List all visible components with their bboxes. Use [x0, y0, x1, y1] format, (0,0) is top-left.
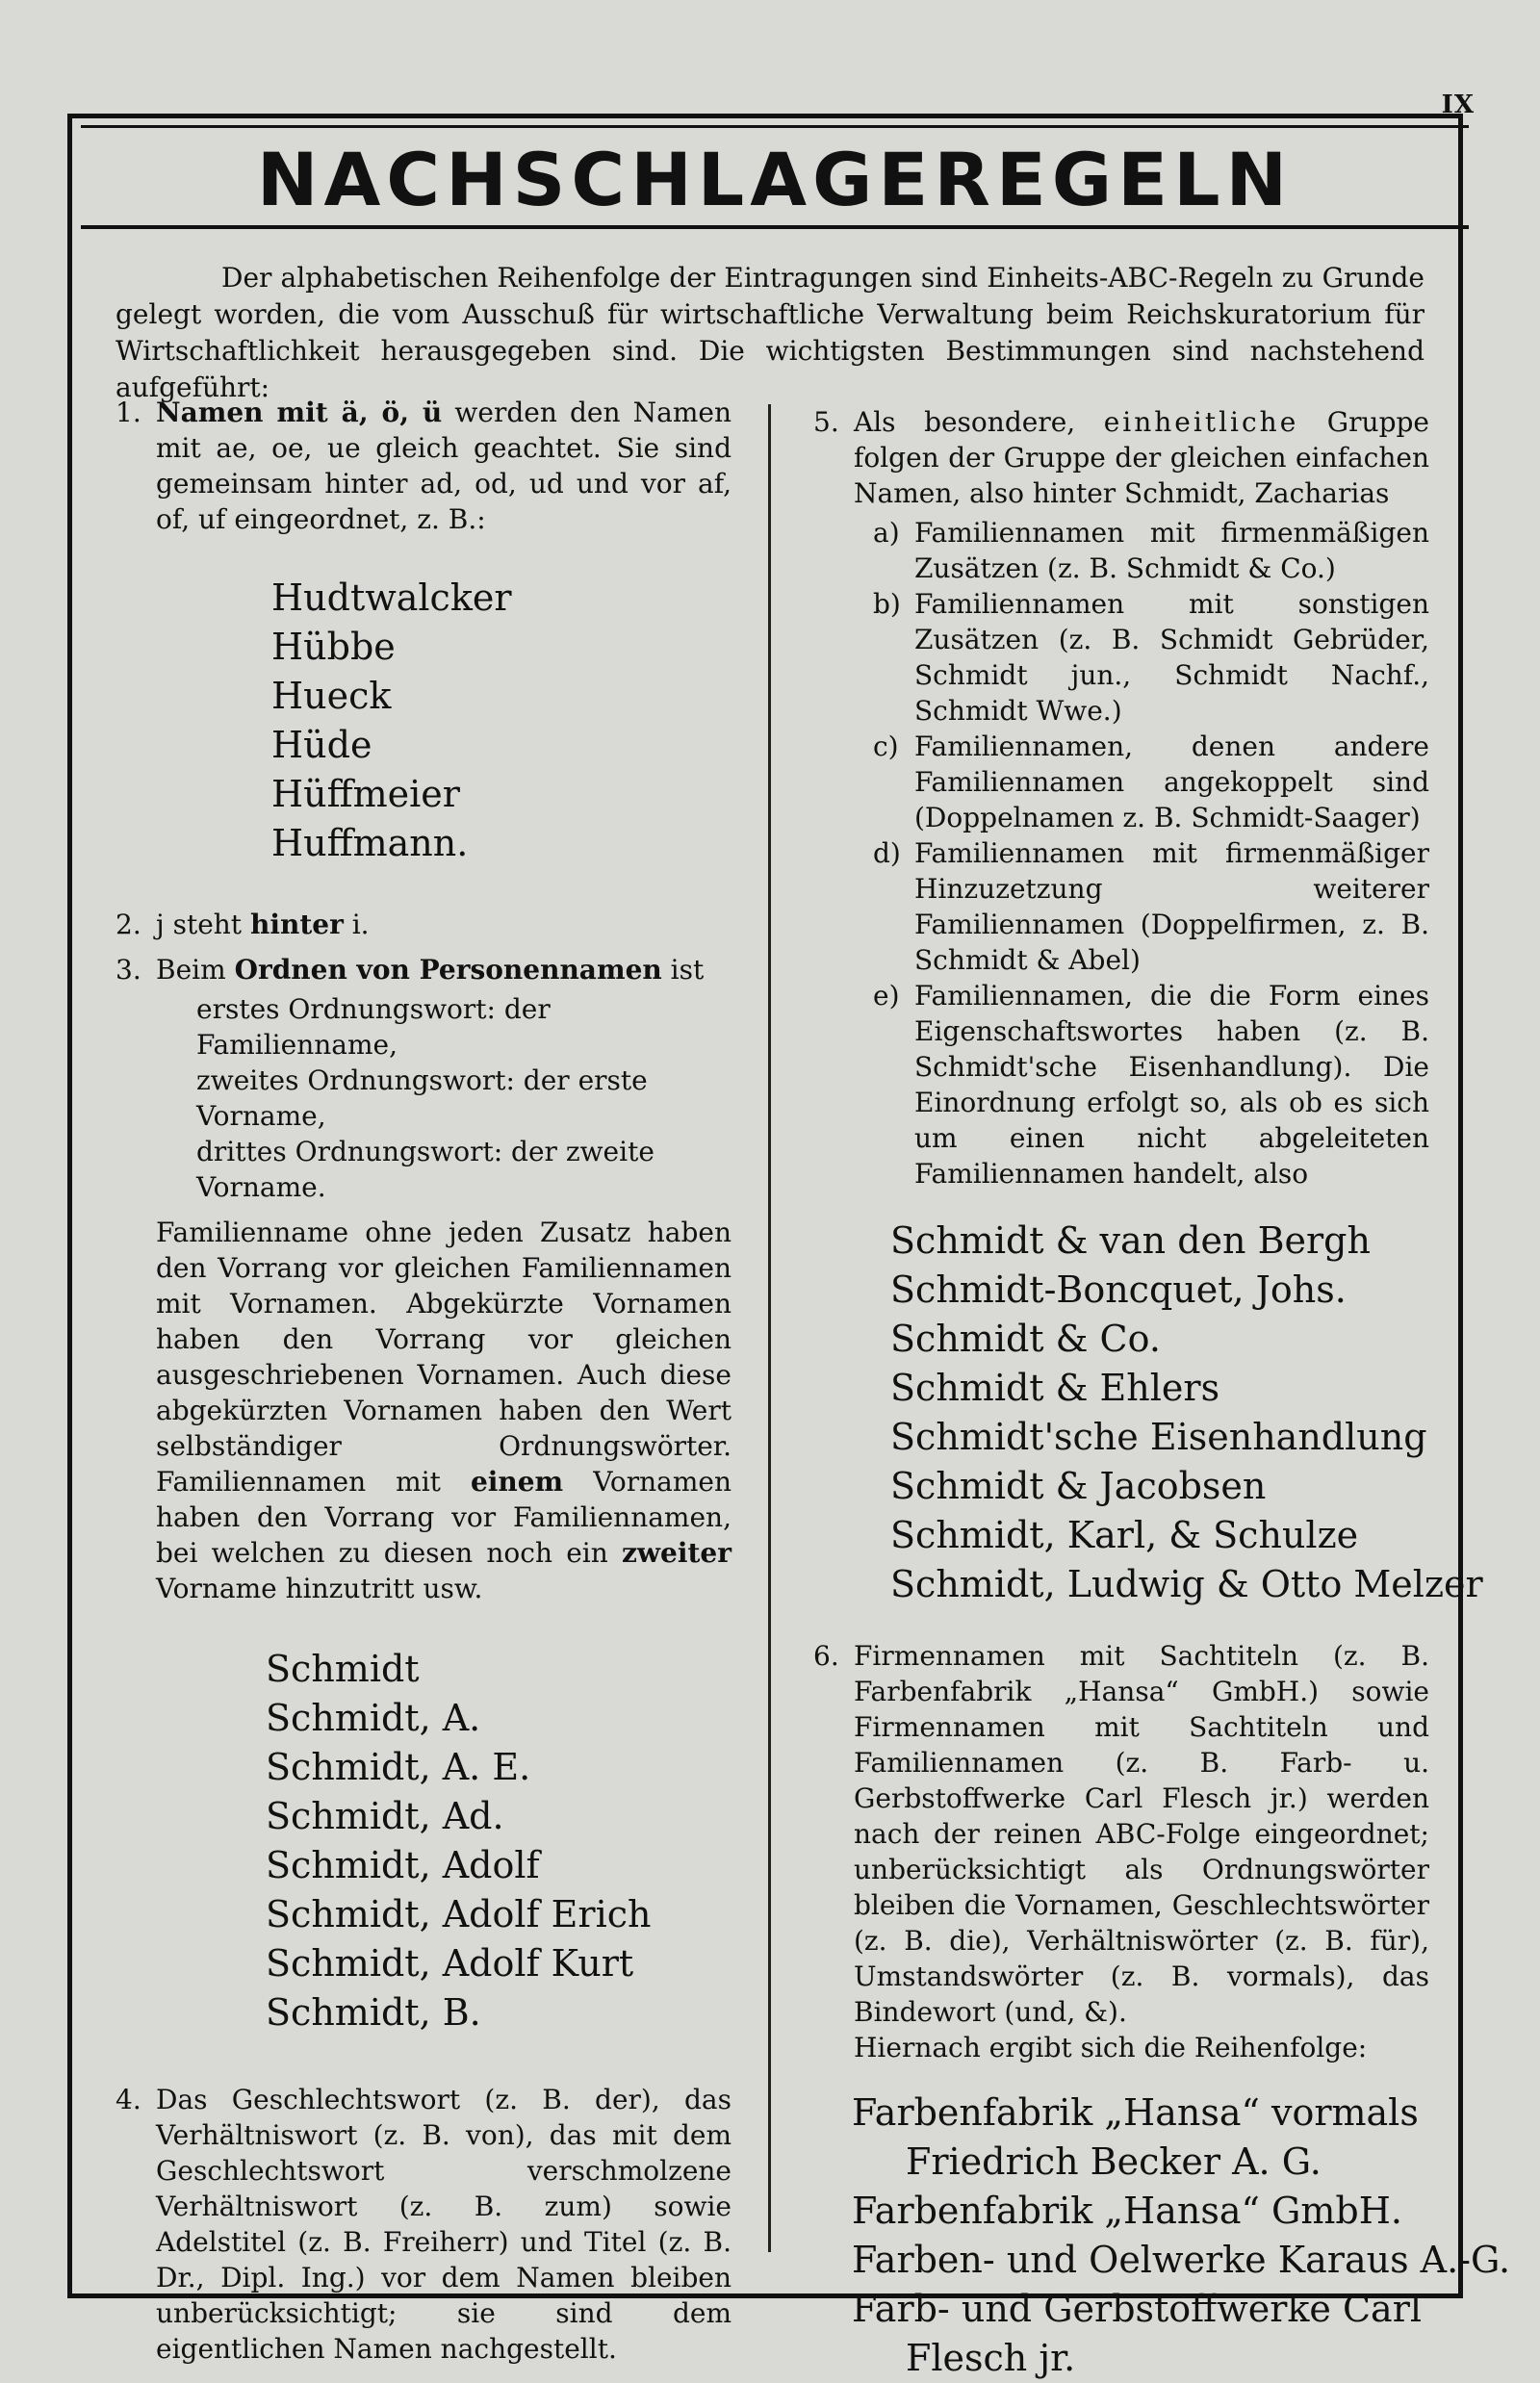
example-name: Hudtwalcker	[271, 577, 512, 619]
rule-5-item-b	[813, 586, 1429, 729]
example-name: Schmidt, Karl, & Schulze	[890, 1514, 1359, 1556]
rule-number: 4.	[116, 2084, 141, 2115]
item-label: b)	[873, 588, 901, 620]
item-label: d)	[873, 837, 901, 869]
example-name: Hübbe	[271, 626, 396, 668]
example-name: Hüffmeier	[271, 773, 460, 815]
rule-5-pre: Als besondere,	[854, 406, 1104, 438]
rule-3-orders	[116, 991, 732, 1205]
column-divider	[768, 404, 771, 2252]
rule-number: 2.	[116, 909, 141, 940]
rule-4-text: Das Geschlechtswort (z. B. der), das Verhältniswort (z. B. von), das mit dem Geschlechtswort verschmolzene Verhältniswort (z. B. zum) sowie Adelstitel (z. B. Freiherr) und Titel (z. B. Dr., Dipl. Ing.) vor dem Namen bleiben unberücksichtigt; sie sind dem eigentlichen Namen nachgestellt.	[156, 2084, 732, 2365]
example-name: Schmidt & Co.	[890, 1318, 1161, 1360]
item-text: Familiennamen mit firmenmäßiger Hinzuzetzung weiterer Familiennamen (Doppelfirmen, z. B. Schmidt & Abel)	[914, 837, 1429, 976]
example-name: Schmidt, A. E.	[266, 1746, 531, 1788]
item-label: e)	[873, 980, 900, 1012]
rule-3-post: ist	[661, 954, 705, 986]
rule-1-text: werden den Namen mit ae, oe, ue gleich geachtet. Sie sind gemeinsam hinter ad, od, ud und vor af, of, uf eingeordnet, z. B.:	[156, 397, 732, 535]
rule-3-examples	[266, 1645, 732, 2037]
rule-1-examples	[271, 574, 732, 868]
intro-paragraph: Der alphabetischen Reihenfolge der Eintragungen sind Einheits-ABC-Regeln zu Grunde gelegt worden, die vom Ausschuß für wirtschaftliche Verwaltung beim Reichskuratorium für Wirtschaftlichkeit herausgegeben sind. Die wichtigsten Bestimmungen sind nachstehend aufgeführt:	[116, 262, 1424, 403]
example-name: Schmidt, B.	[266, 1991, 481, 2034]
example-name: Schmidt, A.	[266, 1697, 481, 1739]
example-name: Schmidt & Jacobsen	[890, 1465, 1267, 1507]
item-label: c)	[873, 730, 899, 762]
rule-5	[813, 404, 1429, 511]
rule-number: 6.	[813, 1640, 839, 1672]
example-name: Huffmann.	[271, 822, 469, 864]
example-firm: Farbenfabrik „Hansa“ GmbH.	[852, 2190, 1402, 2232]
rule-4	[116, 2082, 732, 2367]
right-column	[813, 404, 1511, 2383]
rule-5-item-e	[813, 978, 1429, 1192]
rule-2-pre: j steht	[156, 909, 250, 940]
order-line: erstes Ordnungswort: der Familienname,	[196, 993, 551, 1061]
rule-3-bold-b: zweiter	[622, 1537, 732, 1569]
rule-number: 1.	[116, 397, 141, 428]
example-name: Hueck	[271, 675, 392, 717]
rule-5-item-d	[813, 835, 1429, 978]
example-firm-continued: Flesch jr.	[906, 2337, 1076, 2379]
rule-2	[116, 907, 732, 942]
rule-3-text-a: Familienname ohne jeden Zusatz haben den Vorrang vor gleichen Familiennamen mit Vornamen. Abgekürzte Vornamen haben den Vorrang vor gleichen ausgeschriebenen Vornamen. Auch diese abgekürzten Vornamen haben den Wert selbständiger Ordnungswörter. Familiennamen mit	[156, 1217, 732, 1498]
order-line: drittes Ordnungswort: der zweite Vorname.	[196, 1136, 654, 1203]
rule-6-text: Firmennamen mit Sachtiteln (z. B. Farbenfabrik „Hansa“ GmbH.) sowie Firmennamen mit Sachtiteln und Familiennamen (z. B. Farb- u. Gerbstoffwerke Carl Flesch jr.) werden nach der reinen ABC-Folge eingeordnet; unberücksichtigt als Ordnungswörter bleiben die Vornamen, Geschlechtswörter (z. B. die), Verhältniswörter (z. B. für), Umstandswörter (z. B. vormals), das Bindewort (und, &).	[854, 1640, 1429, 2028]
item-text: Familiennamen, die die Form eines Eigenschaftswortes haben (z. B. Schmidt'sche Eisenhandlung). Die Einordnung erfolgt so, als ob es sich um einen nicht abgeleiteten Familiennamen handelt, also	[914, 980, 1429, 1190]
left-column	[116, 395, 732, 2367]
example-name: Schmidt & Ehlers	[890, 1367, 1220, 1409]
rule-3-paragraph	[116, 1215, 732, 1606]
rule-1	[116, 395, 732, 537]
rule-6-examples	[852, 2088, 1511, 2383]
example-firm-continued: Friedrich Becker A. G.	[906, 2140, 1322, 2183]
rule-2-bold: hinter	[249, 909, 344, 940]
example-name: Schmidt & van den Bergh	[890, 1219, 1371, 1262]
example-name: Schmidt, Adolf Kurt	[266, 1942, 634, 1985]
example-name: Schmidt, Adolf Erich	[266, 1893, 652, 1935]
rule-6-followup: Hiernach ergibt sich die Reihenfolge:	[854, 2032, 1368, 2063]
rule-3-bold: Ordnen von Personennamen	[234, 954, 662, 986]
rule-number: 5.	[813, 406, 839, 438]
title-box	[81, 125, 1469, 229]
example-name: Schmidt, Ad.	[266, 1795, 504, 1837]
page-title: NACHSCHLAGEREGELN	[256, 137, 1294, 222]
example-name: Schmidt-Boncquet, Johs.	[890, 1268, 1347, 1311]
example-name: Schmidt	[266, 1648, 420, 1690]
rule-3-pre: Beim	[156, 954, 235, 986]
rule-5-items	[813, 515, 1429, 1192]
example-firm: Farbenfabrik „Hansa“ vormals	[852, 2091, 1419, 2134]
rule-3-text-c: Vorname hinzutritt usw.	[156, 1573, 483, 1604]
rule-5-spaced: einheitliche	[1103, 406, 1299, 438]
item-label: a)	[873, 517, 900, 549]
rule-5-examples	[890, 1217, 1483, 1609]
rule-5-item-a	[813, 515, 1429, 586]
item-text: Familiennamen mit sonstigen Zusätzen (z. B. Schmidt Gebrüder, Schmidt jun., Schmidt Nachf., Schmidt Wwe.)	[914, 588, 1429, 727]
order-line: zweites Ordnungswort: der erste Vorname,	[196, 1064, 648, 1132]
example-firm: Farb- und Gerbstoffwerke Carl	[852, 2288, 1423, 2330]
rule-6	[813, 1638, 1429, 2030]
example-name: Schmidt, Adolf	[266, 1844, 540, 1886]
rule-3-bold-a: einem	[470, 1466, 564, 1498]
example-firm: Farben- und Oelwerke Karaus A.-G.	[852, 2239, 1511, 2281]
example-name: Schmidt'sche Eisenhandlung	[890, 1416, 1427, 1458]
rule-3	[116, 952, 732, 987]
example-name: Hüde	[271, 724, 372, 766]
item-text: Familiennamen, denen andere Familiennamen angekoppelt sind (Doppelnamen z. B. Schmidt-Saager)	[914, 730, 1429, 833]
rule-3-text-b: Vornamen haben den Vorrang vor Familiennamen, bei welchen zu diesen noch ein	[156, 1466, 732, 1569]
rule-number: 3.	[116, 954, 141, 986]
page-number: IX	[1441, 90, 1475, 119]
rule-2-post: i.	[343, 909, 370, 940]
rule-5-item-c	[813, 729, 1429, 835]
example-name: Schmidt, Ludwig & Otto Melzer	[890, 1563, 1483, 1605]
rule-5-post: Gruppe folgen der Gruppe der gleichen einfachen Namen, also hinter Schmidt, Zacharias	[854, 406, 1430, 509]
item-text: Familiennamen mit firmenmäßigen Zusätzen (z. B. Schmidt & Co.)	[914, 517, 1429, 584]
rule-1-bold: Namen mit ä, ö, ü	[156, 397, 443, 428]
